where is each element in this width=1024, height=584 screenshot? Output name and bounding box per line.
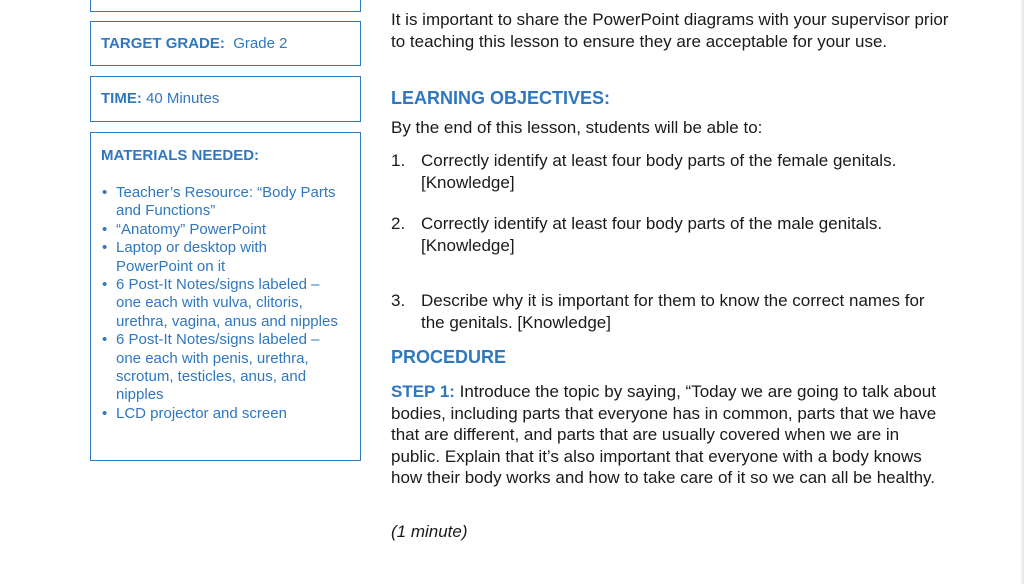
intro-paragraph: It is important to share the PowerPoint diagrams with your supervisor prior to teaching this lesson to ensure they are acceptable for your use.: [391, 10, 949, 51]
step-1-timing: (1 minute): [391, 522, 468, 541]
materials-list: [101, 184, 346, 423]
time-value: 40 Minutes: [146, 90, 220, 107]
target-grade-label: TARGET GRADE:: [101, 35, 225, 52]
materials-item: • Laptop or desktop with PowerPoint on it: [101, 239, 346, 276]
materials-item: • “Anatomy” PowerPoint: [101, 221, 346, 239]
objectives-lead: By the end of this lesson, students will be able to:: [391, 118, 763, 137]
step-1-text: Introduce the topic by saying, “Today we are going to talk about bodies, including parts that everyone has in common, parts that we have that are different, and parts that are usually covered when we are in public. Explain that it’s also important that everyone with a body knows how their body works and how to take care of it so we can all be healthy.: [391, 382, 937, 487]
objective-text: Correctly identify at least four body parts of the female genitals. [Knowledge]: [421, 151, 897, 192]
materials-item: • LCD projector and screen: [101, 405, 346, 423]
materials-heading: MATERIALS NEEDED:: [101, 147, 260, 164]
materials-item: • 6 Post-It Notes/signs labeled – one each with penis, urethra, scrotum, testicles, anus, and nipples: [101, 331, 346, 405]
objective-text: Describe why it is important for them to know the correct names for the genitals. [Knowledge]: [421, 291, 925, 332]
step-1-label: STEP 1:: [391, 382, 455, 401]
materials-item: • 6 Post-It Notes/signs labeled – one each with vulva, clitoris, urethra, vagina, anus and nipples: [101, 276, 346, 331]
objective-number: 3.: [391, 291, 406, 310]
objective-number: 2.: [391, 214, 406, 233]
target-grade-box: [90, 21, 361, 66]
learning-objectives-heading: LEARNING OBJECTIVES:: [391, 88, 611, 108]
page-edge-shadow: [1020, 0, 1024, 584]
materials-item: • Teacher’s Resource: “Body Parts and Functions”: [101, 184, 346, 221]
target-grade-value: Grade 2: [233, 35, 288, 52]
step-1-paragraph: [391, 381, 951, 489]
objective-number: 1.: [391, 151, 406, 170]
time-label: TIME:: [101, 90, 142, 107]
previous-info-box: [90, 0, 361, 12]
time-box: [90, 76, 361, 122]
materials-box: [90, 132, 361, 461]
objective-text: Correctly identify at least four body parts of the male genitals. [Knowledge]: [421, 214, 883, 255]
procedure-heading: PROCEDURE: [391, 347, 507, 367]
